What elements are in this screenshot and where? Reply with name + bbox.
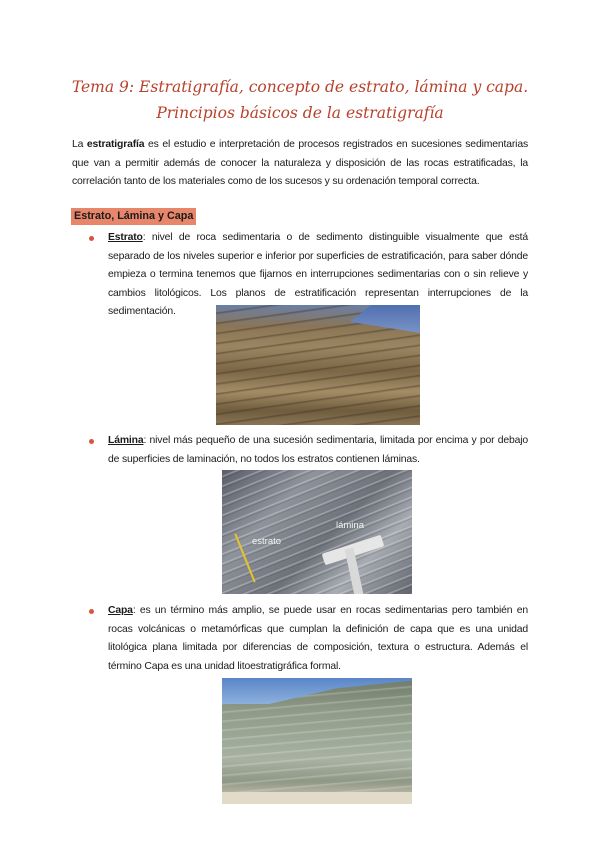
intro-term: estratigrafía <box>86 139 145 150</box>
photo-label-estrato: estrato <box>252 536 282 547</box>
photo-label-lamina: lámina <box>336 520 364 531</box>
document-title: Tema 9: Estratigrafía, concepto de estrato, lámina y capa. Principios básicos de la estratigrafía <box>71 78 529 122</box>
bullet-term: Capa <box>108 605 133 616</box>
photo-ground <box>222 792 412 804</box>
bullet-text: : nivel más pequeño de una sucesión sedimentaria, limitada por encima y por debajo de superficies de laminación, no todos los estratos contienen láminas. <box>108 435 528 465</box>
photo-sky <box>222 678 412 704</box>
bullet-term: Estrato <box>108 232 143 243</box>
bullet-capa <box>108 602 528 676</box>
bullet-text: : nivel de roca sedimentaria o de sedimento distinguible visualmente que está separado de los niveles superior e inferior por superficies de estratificación, para saber dónde empieza o termina tenemos que fijarnos en interrupciones sedimentarias con o sin relieve y cambios litológicos. Los planos de estratificación representan interrupciones de la sedimentación. <box>108 232 528 317</box>
photo-sky <box>350 305 420 333</box>
bullet-text: : es un término más amplio, se puede usar en rocas sedimentarias pero también en rocas volcánicas o metamórficas que cumplan la definición de capa que es una unidad litológica plana limitada por diferencias de composición, textura o estructura. Además el término Capa es una unidad litoestratigráfica formal. <box>108 605 528 672</box>
bullet-icon <box>89 236 94 241</box>
bullet-icon <box>89 439 94 444</box>
section-heading: Estrato, Lámina y Capa <box>71 208 196 225</box>
intro-paragraph <box>72 136 528 192</box>
intro-rest: es el estudio e interpretación de procesos registrados en sucesiones sedimentarias que van a permitir además de conocer la naturaleza y disposición de las rocas estratificadas, la correlación tanto de los materiales como de los sucesos y su ordenación temporal correcta. <box>72 139 528 187</box>
bullet-term: Lámina <box>108 435 144 446</box>
bullet-lamina <box>108 432 528 469</box>
intro-lead: La <box>72 139 87 150</box>
bullet-icon <box>89 609 94 614</box>
photo-capas <box>222 678 412 804</box>
photo-laminas <box>222 470 412 594</box>
photo-estratos <box>216 305 420 425</box>
hammer-handle <box>345 548 365 594</box>
